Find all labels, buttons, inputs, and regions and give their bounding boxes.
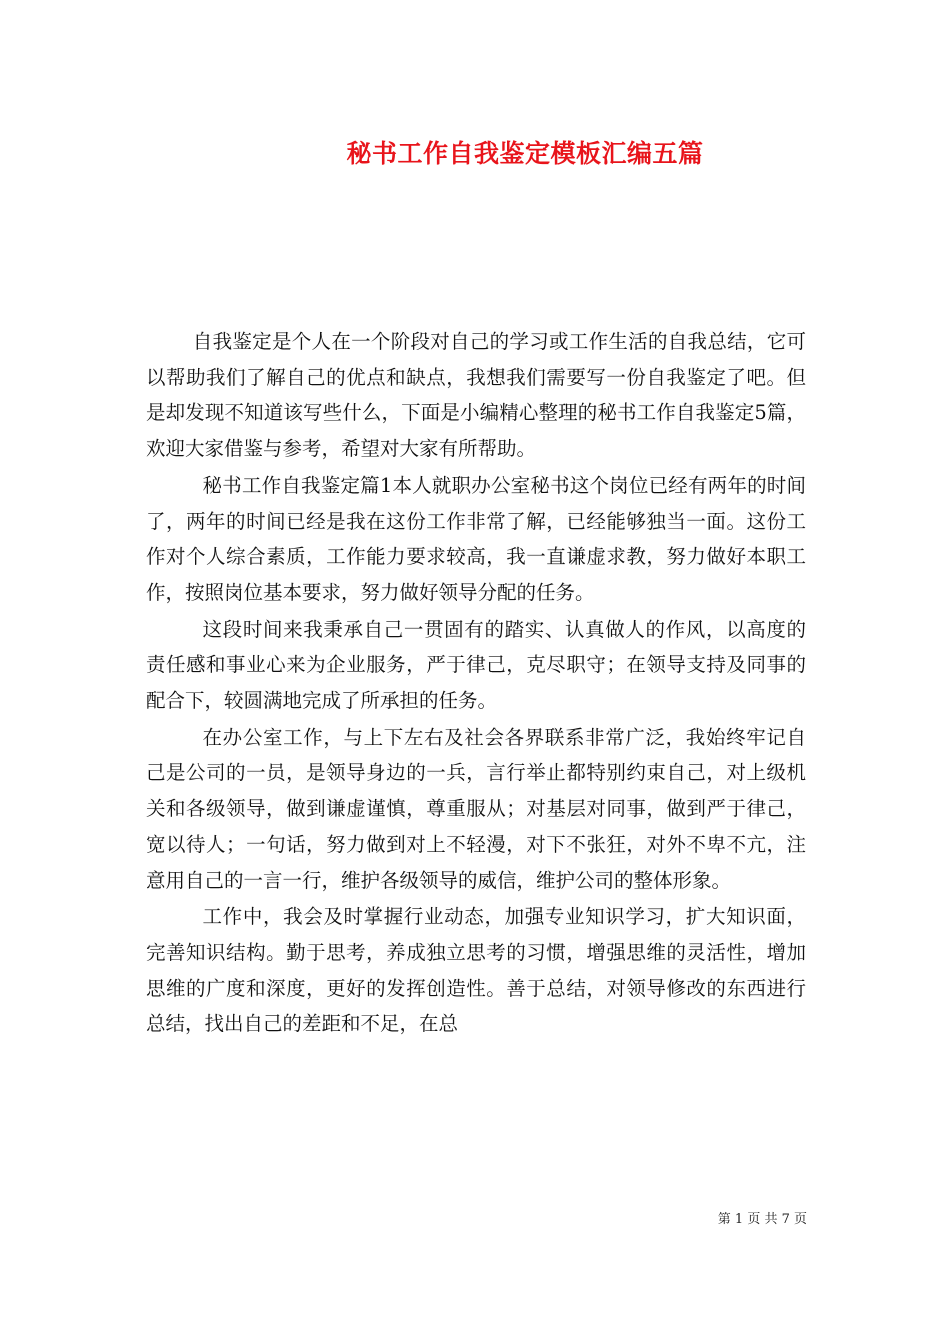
paragraph-intro: 自我鉴定是个人在一个阶段对自己的学习或工作生活的自我总结，它可以帮助我们了解自己的优点和缺点，我想我们需要写一份自我鉴定了吧。但是却发现不知道该写些什么，下面是小编精心整理的秘书工作自我鉴定5篇，欢迎大家借鉴与参考，希望对大家有所帮助。	[146, 330, 806, 461]
paragraph-4: 工作中，我会及时掌握行业动态，加强专业知识学习，扩大知识面，完善知识结构。勤于思考，养成独立思考的习惯，增强思维的灵活性，增加思维的广度和深度，更好的发挥创造性。善于总结，对领导修改的东西进行总结，找出自己的差距和不足，在总	[146, 905, 806, 1036]
page-number-footer: 第 1 页 共 7 页	[717, 1212, 807, 1227]
paragraph-1: 秘书工作自我鉴定篇1本人就职办公室秘书这个岗位已经有两年的时间了，两年的时间已经是我在这份工作非常了解，已经能够独当一面。这份工作对个人综合素质，工作能力要求较高，我一直谦虚求教，努力做好本职工作，按照岗位基本要求，努力做好领导分配的任务。	[146, 473, 806, 604]
document-title: 秘书工作自我鉴定模板汇编五篇	[346, 139, 704, 168]
paragraph-3: 在办公室工作，与上下左右及社会各界联系非常广泛，我始终牢记自己是公司的一员，是领导身边的一兵，言行举止都特别约束自己，对上级机关和各级领导，做到谦虚谨慎，尊重服从；对基层对同事，做到严于律己，宽以待人；一句话，努力做到对上不轻漫，对下不张狂，对外不卑不亢，注意用自己的一言一行，维护各级领导的威信，维护公司的整体形象。	[146, 725, 806, 892]
document-body	[146, 324, 806, 1043]
paragraph-2: 这段时间来我秉承自己一贯固有的踏实、认真做人的作风，以高度的责任感和事业心来为企业服务，严于律己，克尽职守；在领导支持及同事的配合下，较圆满地完成了所承担的任务。	[146, 617, 806, 713]
